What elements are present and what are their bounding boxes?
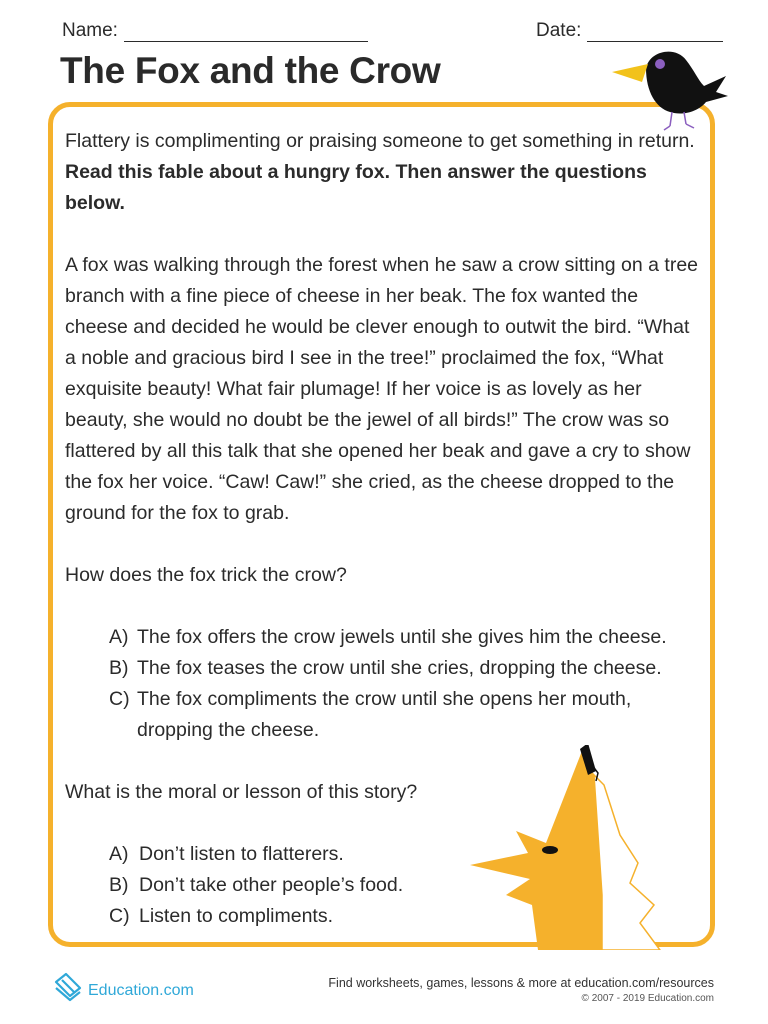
option-1a[interactable]: [109, 622, 705, 653]
fox-icon: [470, 745, 660, 950]
date-label: Date:: [536, 20, 582, 41]
option-1c[interactable]: [109, 684, 705, 746]
option-text: Don’t listen to flatterers.: [139, 843, 344, 865]
question-2: What is the moral or lesson of this story?: [65, 781, 418, 803]
option-text: The fox teases the crow until she cries, dropping the cheese.: [137, 657, 662, 679]
name-label: Name:: [62, 20, 118, 41]
footer: [328, 976, 714, 1004]
option-letter: B): [109, 874, 129, 896]
crow-icon: [612, 52, 728, 130]
option-letter: A): [109, 843, 129, 865]
date-blank[interactable]: [587, 21, 723, 42]
fox-illustration: [470, 745, 665, 950]
option-text: Listen to compliments.: [139, 905, 334, 927]
name-blank[interactable]: [124, 21, 368, 42]
option-text: Don’t take other people’s food.: [139, 874, 404, 896]
intro-paragraph: [65, 126, 705, 219]
logo-text: Education.com: [88, 982, 194, 999]
fable-text: A fox was walking through the forest when he saw a crow sitting on a tree branch with a fine piece of cheese in her beak. The fox wanted the cheese and decided he would be clever enough to outwit the bird. “What a noble and gracious bird I see in the tree!” proclaimed the fox, “What exquisite beauty! What fair plumage! If her voice is as lovely as her beauty, she would no doubt be the jewel of all birds!” The crow was so flattered by all this talk that she opened her beak and gave a cry to show the fox her voice. “Caw! Caw!” she cried, as the cheese dropped to the ground for the fox to grab.: [65, 254, 699, 524]
question-1-options: [65, 622, 705, 746]
option-1b[interactable]: [109, 653, 705, 684]
option-text: The fox compliments the crow until she opens her mouth, dropping the cheese.: [137, 688, 632, 741]
intro-instructions: Read this fable about a hungry fox. Then answer the questions below.: [65, 161, 647, 214]
option-letter: A): [109, 626, 129, 648]
date-field: [536, 20, 723, 42]
option-text: The fox offers the crow jewels until she gives him the cheese.: [137, 626, 667, 648]
footer-tagline[interactable]: Find worksheets, games, lessons & more at education.com/resources: [328, 976, 714, 990]
name-field: [62, 20, 368, 42]
page-title: The Fox and the Crow: [60, 50, 441, 91]
crow-illustration: [612, 40, 728, 132]
option-letter: C): [109, 688, 130, 710]
question-1: How does the fox trick the crow?: [65, 564, 347, 586]
education-logo[interactable]: [52, 970, 194, 1002]
intro-text: Flattery is complimenting or praising someone to get something in return.: [65, 130, 695, 152]
option-letter: B): [109, 657, 129, 679]
education-logo-icon: [52, 970, 84, 1002]
footer-copyright: © 2007 - 2019 Education.com: [581, 993, 714, 1004]
option-letter: C): [109, 905, 130, 927]
